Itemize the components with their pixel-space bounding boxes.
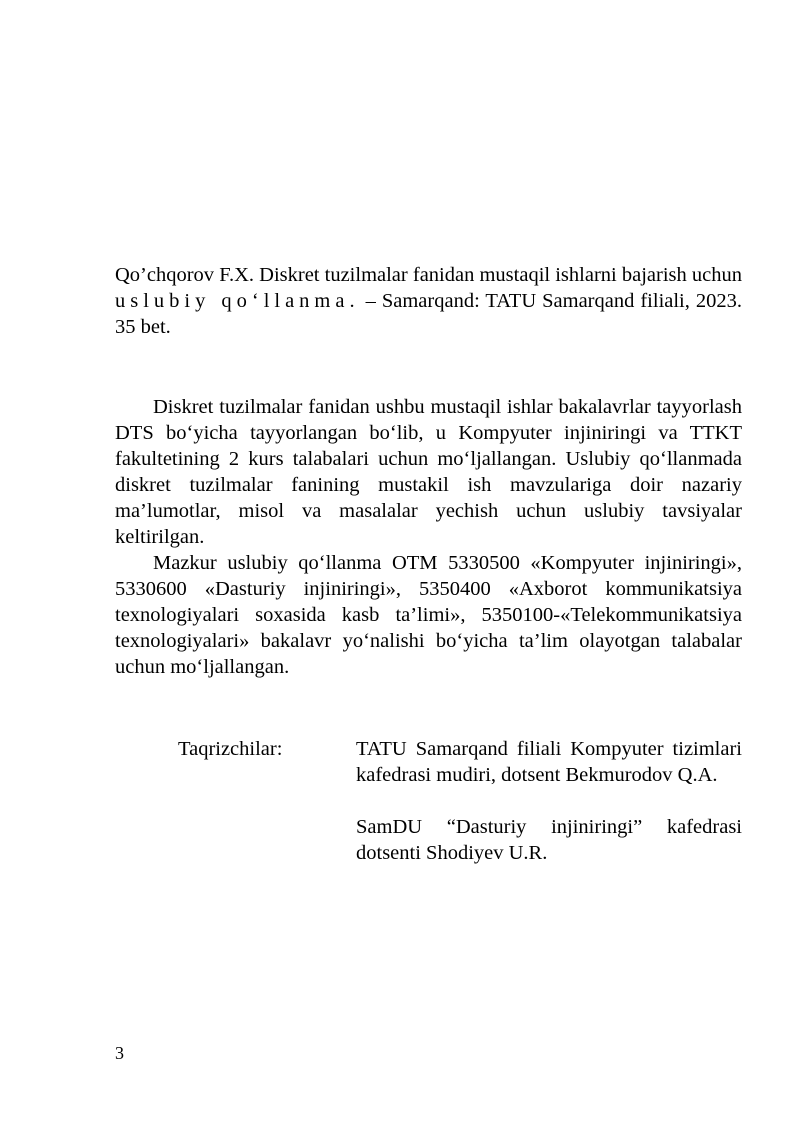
annotation-paragraph-2: Mazkur uslubiy qo‘llanma OTM 5330500 «Kompyuter injiniringi», 5330600 «Dasturiy injiniringi», 5350400 «Axborot kommunikatsiya texnologiyalari soxasida kasb ta’limi», 5350100-«Telekommunikatsiya texnologiyalari» bakalavr yo‘nalishi bo‘yicha ta’lim olayotgan talabalar uchun mo‘ljallangan. xyxy=(115,552,742,678)
bibliographic-citation xyxy=(115,262,742,340)
annotation-paragraph-1: Diskret tuzilmalar fanidan ushbu mustaqil ishlar bakalavrlar tayyorlash DTS bo‘yicha tayyorlangan bo‘lib, u Kompyuter injiniringi va TTKT fakultetining 2 kurs talabalari uchun mo‘ljallangan. Uslubiy qo‘llanmada diskret tuzilmalar fanining mustakil ish mavzulariga doir nazariy ma’lumotlar, misol va masalalar yechish uchun uslubiy tavsiyalar keltirilgan. xyxy=(115,396,742,548)
reviewer-1: TATU Samarqand filiali Kompyuter tizimlari kafedrasi mudiri, dotsent Bekmurodov Q.A. xyxy=(356,738,742,786)
page-number: 3 xyxy=(115,1043,124,1063)
reviewers-label: Taqrizchilar: xyxy=(178,738,283,760)
citation-publisher: – Samarqand: TATU Samarqand filiali, 2023. 35 bet. xyxy=(115,290,742,338)
reviewers-list xyxy=(356,736,742,892)
citation-publication-type: uslubiy qo‘llanma. xyxy=(115,290,360,312)
reviewer-2: SamDU “Dasturiy injiniringi” kafedrasi dotsenti Shodiyev U.R. xyxy=(356,816,742,864)
citation-author-title: Qo’chqorov F.X. Diskret tuzilmalar fanidan mustaqil ishlarni bajarish uchun xyxy=(115,264,742,286)
annotation xyxy=(115,394,742,680)
